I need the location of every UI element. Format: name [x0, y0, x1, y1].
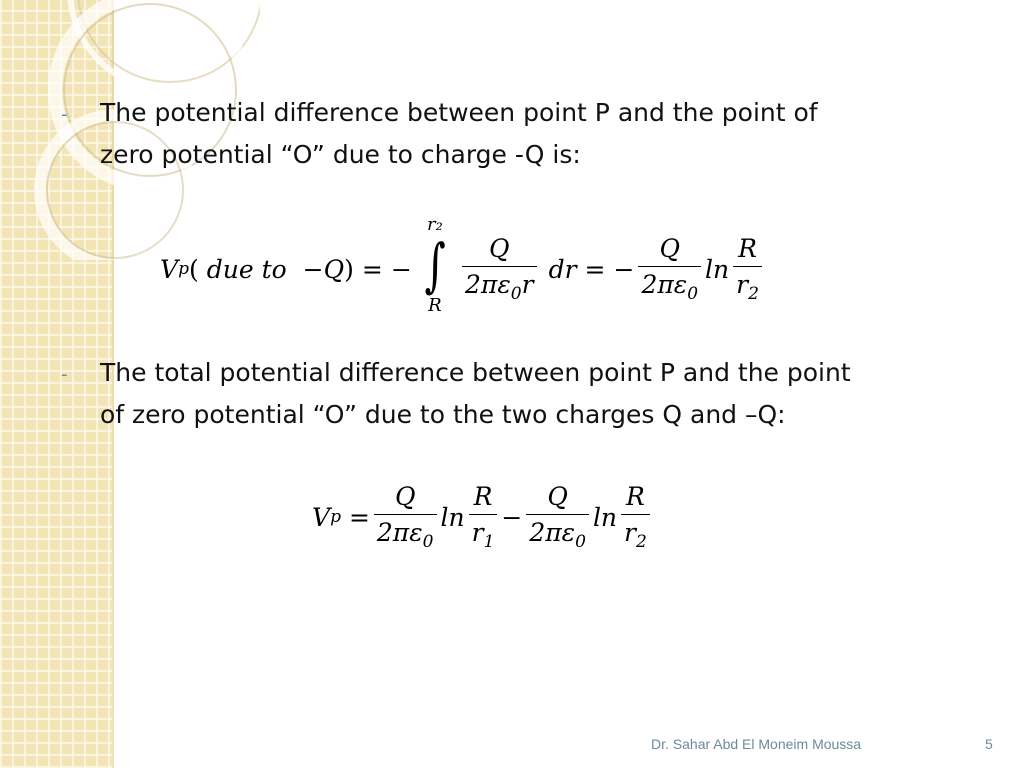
eq2-frac1-numerator: Q — [394, 482, 416, 511]
eq1-frac1-denominator — [462, 266, 537, 304]
bullet-marker-2: - — [61, 364, 68, 385]
page-number: 5 — [985, 736, 993, 752]
eq2-fraction-1 — [374, 482, 437, 552]
eq2-fraction-4 — [621, 482, 650, 552]
eq2-frac2-numerator: R — [473, 482, 493, 511]
eq2-frac4-denominator — [621, 514, 650, 552]
eq1-dr: dr — [548, 254, 577, 284]
eq1-frac2-numerator: Q — [659, 234, 680, 263]
eq1-V: V — [160, 254, 179, 284]
integral-sign: ∫ — [424, 231, 446, 299]
eq1-frac2-den-a: 2πε — [641, 270, 688, 299]
eq2-fraction-3 — [526, 482, 589, 552]
bullet-marker-1: - — [61, 104, 68, 125]
eq2-V: V — [312, 502, 331, 532]
eq1-due-to: due to — [206, 254, 287, 284]
eq1-ln: ln — [705, 254, 730, 284]
eq2-ln-1: ln — [440, 502, 465, 532]
eq1-frac3-numerator: R — [738, 234, 757, 263]
eq2-frac2-den-sub: 1 — [483, 532, 495, 552]
eq1-frac1-den-sub: 0 — [510, 284, 522, 304]
footer-author: Dr. Sahar Abd El Moneim Moussa — [651, 736, 862, 752]
eq1-fraction-3 — [733, 234, 762, 304]
eq2-ln-2: ln — [592, 502, 618, 532]
bullet-2-line-1: The total potential difference between point P and the point — [100, 358, 851, 387]
eq2-frac2-den-a: r — [471, 518, 484, 547]
eq2-frac1-den-sub: 0 — [422, 532, 434, 552]
eq2-frac4-den-sub: 2 — [636, 532, 647, 552]
eq1-fraction-1 — [462, 234, 537, 304]
eq1-upper-limit: r₂ — [426, 214, 443, 235]
eq1-frac2-den-sub: 0 — [687, 284, 699, 304]
eq2-frac2-denominator — [469, 514, 498, 552]
eq2-fraction-2 — [469, 482, 498, 552]
eq1-fraction-2 — [638, 234, 701, 304]
eq1-frac1-den-a: 2πε — [465, 270, 511, 299]
eq1-minus: − — [390, 254, 412, 284]
eq1-paren-open: ( — [188, 254, 199, 284]
eq1-equals: = — [361, 254, 383, 284]
bullet-1-line-1: The potential difference between point P and the point of — [100, 98, 818, 127]
bullet-text-1 — [100, 92, 960, 176]
equation-2 — [312, 482, 654, 552]
eq2-frac4-numerator: R — [626, 482, 645, 511]
eq1-integral — [420, 214, 450, 316]
eq1-frac3-denominator — [733, 266, 762, 304]
equation-1 — [160, 214, 766, 320]
eq2-minus: − — [501, 502, 523, 532]
eq2-frac1-den-a: 2πε — [376, 518, 423, 547]
eq1-frac3-den-a: r — [736, 270, 749, 299]
eq1-minus-q: −Q — [302, 254, 345, 284]
eq1-frac2-denominator — [638, 266, 701, 304]
eq2-frac1-denominator — [374, 514, 437, 552]
eq1-frac1-numerator: Q — [489, 234, 510, 263]
eq2-frac3-numerator: Q — [547, 482, 568, 511]
eq1-lower-limit: R — [428, 295, 442, 316]
eq2-frac3-denominator — [526, 514, 589, 552]
eq1-frac3-den-sub: 2 — [748, 284, 759, 304]
eq1-frac1-den-b: r — [521, 270, 534, 299]
bullet-1-line-2: zero potential “O” due to charge -Q is: — [100, 140, 581, 169]
eq2-V-subscript: p — [330, 507, 341, 527]
bullet-2-line-2: of zero potential “O” due to the two charges Q and –Q: — [100, 400, 786, 429]
eq1-paren-close: ) — [344, 254, 354, 284]
eq1-V-subscript: p — [178, 259, 189, 279]
eq2-frac3-den-sub: 0 — [575, 532, 586, 552]
eq1-equals-2: = — [584, 254, 606, 284]
eq2-frac4-den-a: r — [624, 518, 636, 547]
eq2-equals: = — [348, 502, 370, 532]
eq1-minus-2: − — [613, 254, 635, 284]
eq2-frac3-den-a: 2πε — [529, 518, 576, 547]
bullet-text-2 — [100, 352, 960, 436]
